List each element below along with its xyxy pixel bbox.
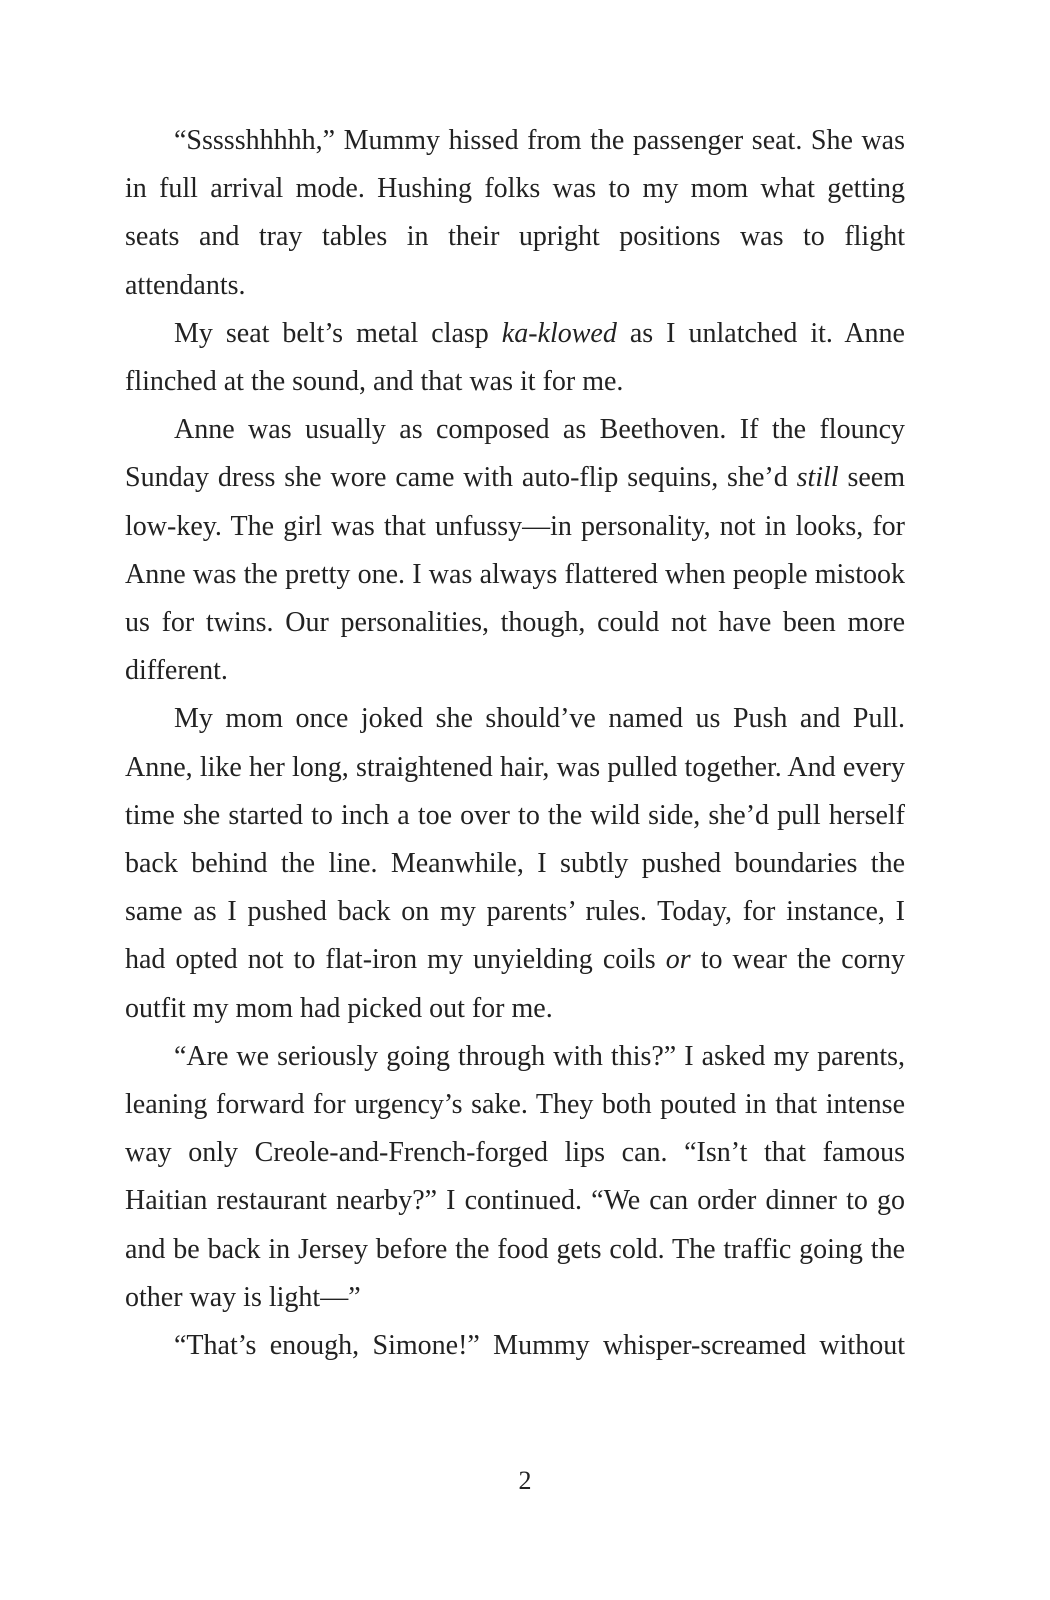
- paragraph-1: “Ssssshhhhh,” Mummy hissed from the passenger seat. She was in full arrival mode. Hushing folks was to my mom what getting seats and tray tables in their upright positions was to flight attendants.: [125, 125, 905, 301]
- italic-word: or: [665, 944, 691, 976]
- paragraph-2: My seat belt’s metal clasp ka-klowed as I unlatched it. Anne flinched at the sound, and that was it for me.: [125, 317, 905, 398]
- paragraph-3: Anne was usually as composed as Beethoven. If the flouncy Sunday dress she wore came with auto-flip sequins, she’d still seem low-key. The girl was that unfussy—in personality, not in looks, for Anne was the pretty one. I was always flattered when people mistook us for twins. Our personalities, though, could not have been more different.: [125, 414, 906, 687]
- paragraph-5: “Are we seriously going through with this?” I asked my parents, leaning forward for urgency’s sake. They both pouted in that intense way only Creole-and-French-forged lips can. “Isn’t that famous Haitian restaurant nearby?” I continued. “We can order dinner to go and be back in Jersey before the food gets cold. The traffic going the other way is light—”: [125, 1040, 905, 1313]
- italic-word: still: [796, 462, 839, 494]
- italic-word: ka-klowed: [501, 317, 617, 349]
- page-number: 2: [518, 1466, 532, 1495]
- paragraph-6: “That’s enough, Simone!” Mummy whisper-screamed without: [174, 1330, 905, 1362]
- paragraph-4: My mom once joked she should’ve named us Push and Pull. Anne, like her long, straightened hair, was pulled together. And every time she started to inch a toe over to the wild side, she’d pull herself back behind the line. Meanwhile, I subtly pushed boundaries the same as I pushed back on my parents’ rules. Today, for instance, I had opted not to flat-iron my unyielding coils or to wear the corny outfit my mom had picked out for me.: [125, 703, 906, 1024]
- body-text: [125, 117, 905, 1370]
